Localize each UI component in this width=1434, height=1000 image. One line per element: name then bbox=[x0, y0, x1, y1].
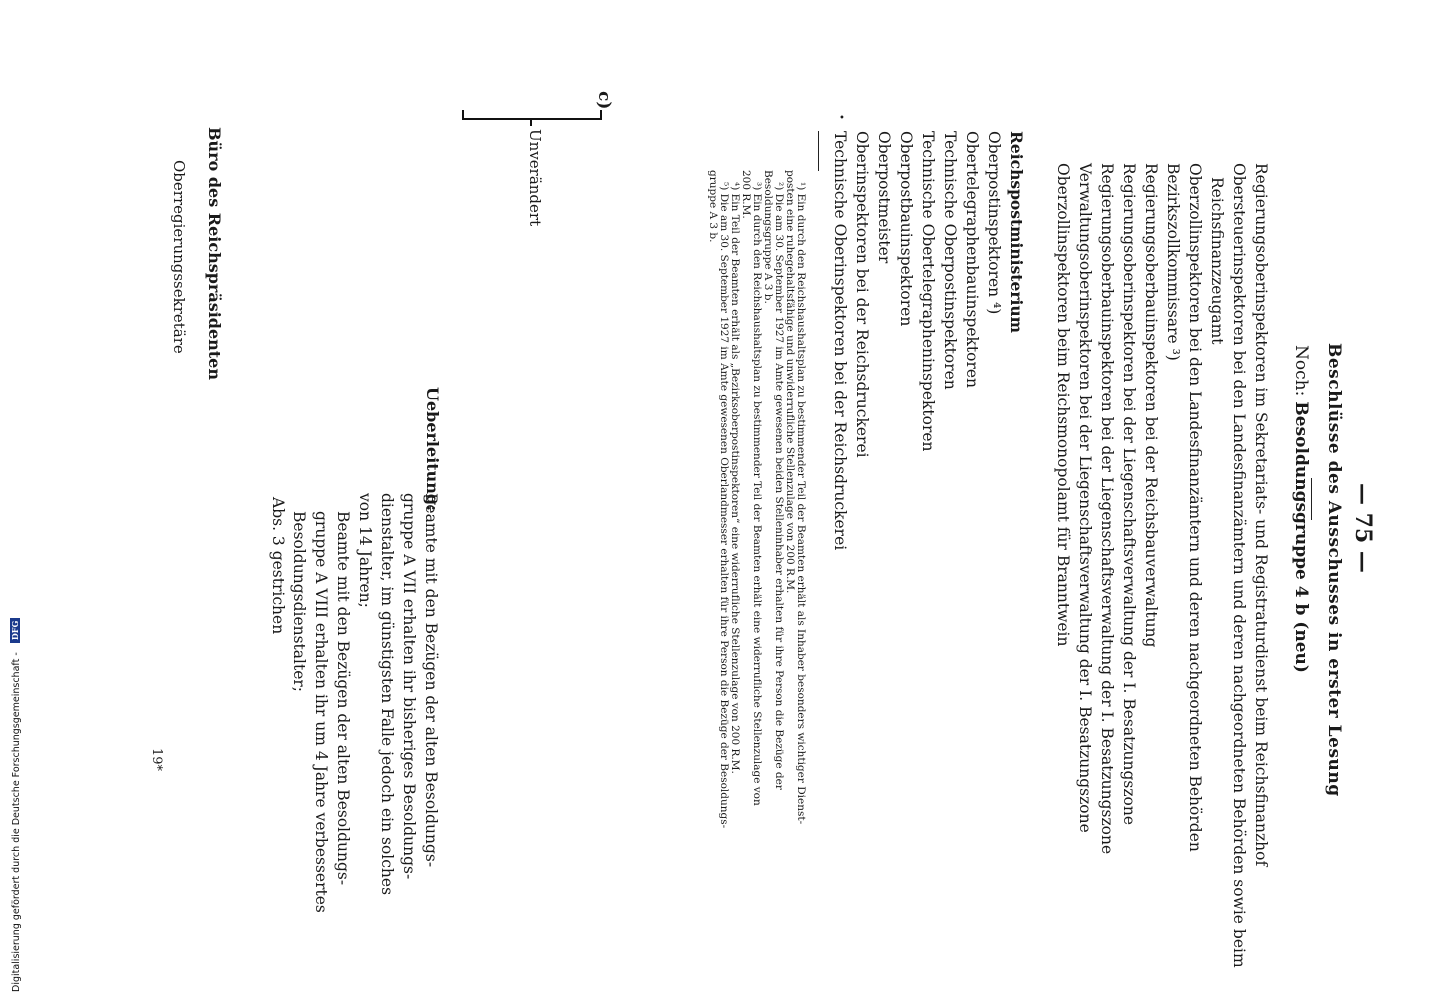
entry-line: Regierungsoberinspektoren bei der Liegenschaftsverwaltung der I. Besatzungszone bbox=[1120, 163, 1138, 826]
entry-line: Regierungsoberbauinspektoren bei der Liegenschaftsverwaltung der I. Besatzungszone bbox=[1098, 163, 1116, 855]
footnote: posten eine ruhegehaltsfähige und unwiderrufliche Stellenzulage von 200 R.M. bbox=[784, 170, 796, 594]
signature-mark-text: 19* bbox=[149, 748, 164, 772]
entry-line: Bezirkszollkommissare ³) bbox=[1164, 163, 1182, 361]
section-c-marker-text: c) bbox=[594, 91, 614, 110]
transition-struck bbox=[269, 497, 288, 634]
transition-text-2 bbox=[288, 511, 354, 913]
transition-line: Beamte mit den Bezügen der alten Besoldungs- bbox=[422, 493, 440, 868]
footnote: ²) Die am 30. September 1927 im Amte gewesenen beiden Stelleninhaber erhalten für ihre Person die Bezüge der bbox=[773, 182, 785, 790]
bullet-dot: • bbox=[839, 113, 845, 124]
page-number-text: — 75 — bbox=[1350, 483, 1376, 573]
transition-line: gruppe A VII erhalten ihr bisheriges Besoldungs- bbox=[400, 493, 418, 880]
section-c-heading bbox=[205, 127, 224, 380]
signature-mark bbox=[149, 748, 168, 771]
post-ministry-section bbox=[829, 131, 1027, 550]
transition-line: Beamte mit den Bezügen der alten Besoldungs- bbox=[334, 511, 352, 886]
transition-line: Besoldungsdienstalter; bbox=[290, 511, 308, 693]
brace-top bbox=[462, 114, 602, 120]
entry-line: Reichsfinanzzeugamt bbox=[1208, 177, 1226, 345]
entry-line: Regierungsoberinspektoren im Sekretariats- und Registraturdienst beim Reichsfinanzhof bbox=[1252, 163, 1270, 867]
section-c-entry bbox=[170, 160, 189, 354]
entry-line: Verwaltungsoberinspektoren bei der Liegenschaftsverwaltung der I. Besatzungszone bbox=[1076, 163, 1094, 833]
footnote: ⁴) Ein Teil der Beamten erhält als „Bezirksoberpostinspektoren“ eine widerrufliche Stellenzulage von 200 R.M. bbox=[729, 182, 741, 774]
entry-line: Regierungsoberbauinspektoren bei der Reichsbauverwaltung bbox=[1142, 163, 1160, 648]
footnote: 200 R.M. bbox=[740, 170, 752, 219]
entry-line: Technische Obertelegrapheninspektoren bbox=[919, 131, 937, 452]
brace-left-end bbox=[462, 110, 464, 118]
dfg-logo: DFG bbox=[10, 618, 20, 643]
page-subtitle bbox=[1291, 345, 1311, 673]
watermark-text: Digitalisierung gefördert durch die Deutsche Forschungsgemeinschaft - bbox=[11, 652, 22, 992]
transition-line: dienstalter, im günstigsten Falle jedoch ein solches bbox=[378, 493, 396, 896]
transition-line: gruppe A VIII erhalten ihr um 4 Jahre verbessertes bbox=[312, 511, 330, 913]
dfg-watermark bbox=[4, 618, 23, 992]
section-c-entry-text: Oberregierungssekretäre bbox=[170, 160, 188, 354]
entry-line: Oberzollinspektoren bei den Landesfinanzämtern und deren nachgeordneten Behörden bbox=[1186, 163, 1204, 852]
transition-text bbox=[354, 493, 442, 895]
unchanged-label bbox=[526, 129, 545, 226]
entry-line: Oberzollinspektoren beim Reichsmonopolamt für Branntwein bbox=[1054, 163, 1072, 647]
subtitle-text: Besoldungsgruppe 4 b (neu) bbox=[1291, 401, 1311, 673]
brace-tip bbox=[530, 118, 532, 126]
entry-line: Obersteuerinspektoren bei den Landesfinanzämtern und deren nachgeordneten Behörden sowie beim bbox=[1230, 163, 1248, 968]
page-title bbox=[1324, 343, 1344, 797]
section-c-marker bbox=[594, 91, 614, 109]
footnote-rule bbox=[818, 131, 819, 171]
transition-label-text: Ueberleitung: bbox=[423, 387, 442, 512]
title-rule bbox=[1311, 478, 1312, 520]
entry-line: Oberpostinspektoren ⁴) bbox=[985, 131, 1003, 315]
transition-line: Abs. 3 gestrichen bbox=[269, 497, 287, 635]
footnote: ⁵) Die am 30. September 1927 im Amte gewesenen Oberlandmesser erhalten für ihre Person die Bezüge der Besoldungs- bbox=[718, 182, 730, 829]
footnote: Besoldungsgruppe A 3 b. bbox=[762, 170, 774, 304]
entry-line: Oberinspektoren bei der Reichsdruckerei bbox=[853, 131, 871, 458]
entry-line: Technische Oberpostinspektoren bbox=[941, 131, 959, 390]
transition-line: von 14 Jahren; bbox=[356, 493, 374, 608]
footnote: gruppe A 3 b. bbox=[707, 170, 719, 243]
entry-line: Oberpostmeister bbox=[875, 131, 893, 264]
section-c-heading-text: Büro des Reichspräsidenten bbox=[205, 127, 224, 380]
footnote: ¹) Ein durch den Reichshaushaltsplan zu bestimmender Teil der Beamten erhält als Inhaber besonders wichtiger Dienst- bbox=[795, 182, 807, 825]
entry-line: Technische Oberinspektoren bei der Reichsdruckerei bbox=[831, 131, 849, 551]
footnote: ³) Ein durch den Reichshaushaltsplan zu bestimmender Teil der Beamten erhält eine widerrufliche Stellenzulage von bbox=[751, 182, 763, 806]
subtitle-prefix: Noch: bbox=[1291, 345, 1311, 397]
page-number bbox=[1350, 483, 1376, 573]
entry-line: Obertelegraphenbauinspektoren bbox=[963, 131, 981, 389]
page-title-text: Beschlüsse des Ausschusses in erster Lesung bbox=[1324, 343, 1344, 797]
upper-entries bbox=[1052, 163, 1272, 968]
unchanged-label-text: Unverändert bbox=[526, 129, 544, 227]
brace-right-end bbox=[600, 110, 602, 118]
footnotes bbox=[707, 170, 806, 828]
entry-line: Oberpostbauinspektoren bbox=[897, 131, 915, 327]
section-heading: Reichspostministerium bbox=[1007, 131, 1026, 334]
